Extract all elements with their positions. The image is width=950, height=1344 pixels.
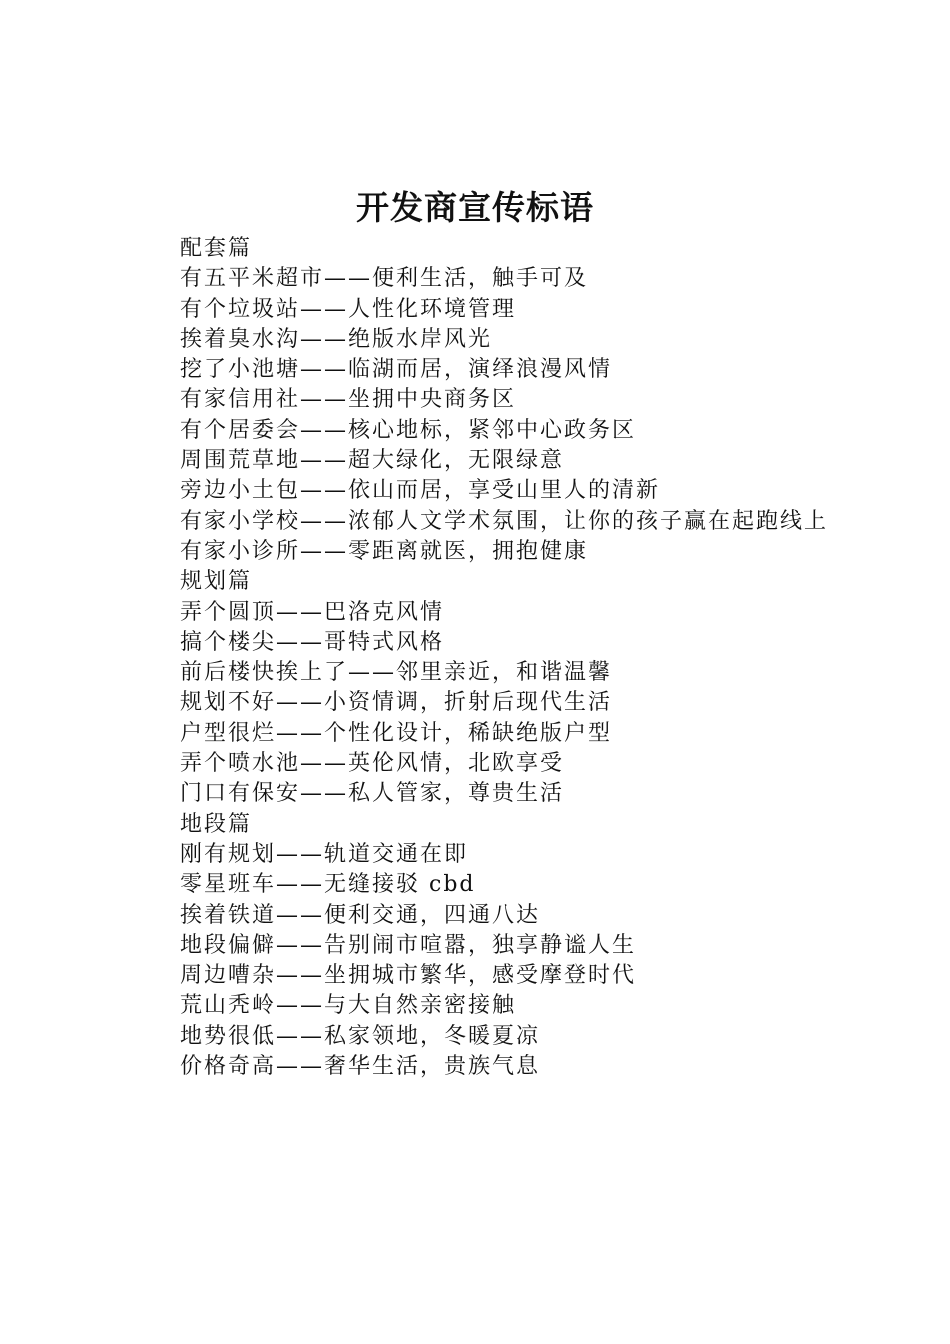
slogan-line: 有个居委会——核心地标，紧邻中心政务区 [180, 417, 637, 443]
slogan-line: 价格奇高——奢华生活，贵族气息 [180, 1054, 541, 1080]
slogan-line: 门口有保安——私人管家，尊贵生活 [180, 781, 565, 807]
slogan-line: 地段偏僻——告别闹市喧嚣，独享静谧人生 [180, 932, 637, 958]
slogan-line: 有家小诊所——零距离就医，拥抱健康 [180, 538, 589, 564]
slogan-line: 有五平米超市——便利生活，触手可及 [180, 266, 589, 292]
slogan-line: 周围荒草地——超大绿化，无限绿意 [180, 448, 565, 474]
document-title: 开发商宣传标语 [356, 188, 594, 227]
section-heading-guihua: 规划篇 [180, 569, 253, 595]
slogan-line: 挖了小池塘——临湖而居，演绎浪漫风情 [180, 357, 613, 383]
slogan-line: 弄个圆顶——巴洛克风情 [180, 599, 445, 625]
section-heading-diduan: 地段篇 [180, 811, 253, 837]
slogan-line: 旁边小土包——依山而居，享受山里人的清新 [180, 478, 661, 504]
slogan-line: 规划不好——小资情调，折射后现代生活 [180, 690, 613, 716]
document-body [130, 234, 835, 1082]
slogan-line: 挨着铁道——便利交通，四通八达 [180, 902, 541, 928]
slogan-line: 地势很低——私家领地，冬暖夏凉 [180, 1023, 541, 1049]
slogan-line: 有个垃圾站——人性化环境管理 [180, 296, 517, 322]
slogan-line: 零星班车——无缝接驳 cbd [180, 872, 476, 898]
slogan-line: 前后楼快挨上了——邻里亲近，和谐温馨 [180, 660, 613, 686]
slogan-line: 刚有规划——轨道交通在即 [180, 841, 469, 867]
slogan-line: 户型很烂——个性化设计，稀缺绝版户型 [180, 720, 613, 746]
slogan-line: 荒山秃岭——与大自然亲密接触 [180, 993, 517, 1019]
slogan-line: 挨着臭水沟——绝版水岸风光 [180, 326, 493, 352]
section-heading-peitao: 配套篇 [180, 236, 253, 261]
slogan-line: 弄个喷水池——英伦风情，北欧享受 [180, 751, 565, 777]
slogan-line: 搞个楼尖——哥特式风格 [180, 629, 445, 655]
slogan-line: 有家信用社——坐拥中央商务区 [180, 387, 517, 413]
slogan-line: 周边嘈杂——坐拥城市繁华，感受摩登时代 [180, 963, 637, 989]
slogan-line: 有家小学校——浓郁人文学术氛围，让你的孩子赢在起跑线上 [180, 508, 829, 534]
